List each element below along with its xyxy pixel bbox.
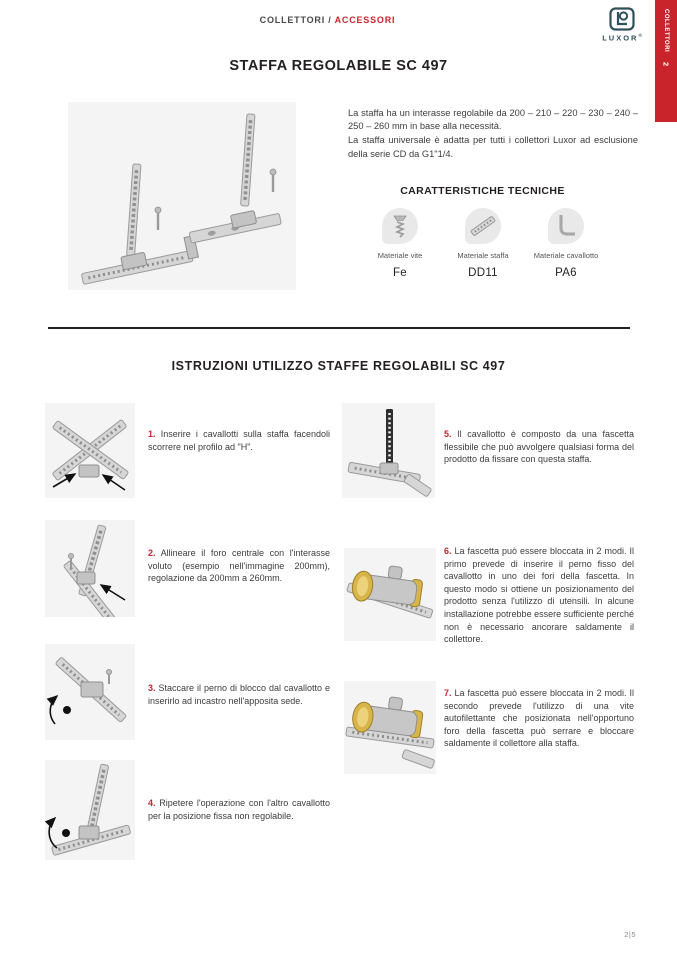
product-photo [68,102,296,290]
step-number: 2. [148,548,156,558]
spec-value: PA6 [555,267,577,279]
step-6-text: 6. La fascetta può essere bloccata in 2 modi. Il primo prevede di inserire il perno fisso del cavallotto in uno dei fori della fascetta. In questo modo si ottiene un posizionamento del prodotto senza l'utilizzo di utensili. In alcune installazione potrebbe essere sufficiente perché non è necessario ancorare saldamente il collettore. [444,546,634,645]
step-7-text: 7. La fascetta può essere bloccata in 2 modi. Il secondo prevede l'utilizzo di una vite autofilettante che posizionata nell'opportuno foro della fascetta può serrare e bloccare saldamente il collettore alla staffa. [444,688,634,749]
spec-item-cavallotto [528,208,604,279]
spec-value: DD11 [468,267,498,279]
description-paragraph: La staffa universale è adatta per tutti i collettori Luxor ad esclusione della serie CD da G1"1/4. [348,135,638,159]
page-title: STAFFA REGOLABILE SC 497 [229,58,448,74]
step-7-image [344,681,436,774]
step-3-text: 3. Staccare il perno di blocco dal cavallotto e inserirlo ad incastro nell'apposita sede. [148,683,330,706]
breadcrumb [0,15,655,25]
breadcrumb-current: ACCESSORI [334,15,396,25]
step-3-image [45,644,135,740]
description-paragraph: La staffa ha un interasse regolabile da 200 – 210 – 220 – 230 – 240 – 250 – 260 mm in base alla necessità. [348,108,638,132]
step-1-image [45,403,135,498]
step-number: 1. [148,429,156,439]
spec-value: Fe [392,267,408,279]
specs-row [362,208,604,279]
step-2-image [45,520,135,617]
spec-label: Materiale cavallotto [533,251,599,260]
specs-heading: CARATTERISTICHE TECNICHE [400,185,565,197]
breadcrumb-section: COLLETTORI / [259,15,332,25]
screw-icon [382,208,418,244]
step-6-image [344,548,436,641]
clamp-icon [548,208,584,244]
step-1-text: 1. Inserire i cavallotti sulla staffa facendoli scorrere nel profilo ad "H". [148,429,330,452]
step-number: 7. [444,688,452,698]
spec-item-staffa [445,208,521,279]
step-2-text: 2. Allineare il foro centrale con l'interasse voluto (esempio nell'immagine 200mm), regolazione da 200mm a 260mm. [148,548,330,584]
instructions-heading: ISTRUZIONI UTILIZZO STAFFE REGOLABILI SC 497 [171,359,506,373]
step-5-text: 5. Il cavallotto è composto da una fascetta flessibile che può avvolgere qualsiasi forma del prodotto da fissare con questa staffa. [444,429,634,465]
bracket-product-illustration [68,102,296,290]
product-description [348,107,638,161]
luxor-logo-icon [609,7,635,31]
spec-label: Materiale vite [377,251,423,260]
step-4-text: 4. Ripetere l'operazione con l'altro cavallotto per la posizione fissa non regolabile. [148,798,330,821]
section-divider [48,327,630,329]
step-4-image [45,760,135,860]
luxor-logo [598,7,646,43]
step-number: 5. [444,429,452,439]
chapter-tab-label: COLLETTORI [663,9,669,53]
step-5-image [342,403,435,498]
chapter-tab-number: 2 [661,62,671,67]
spec-item-vite [362,208,438,279]
registered-mark: ® [638,33,642,38]
step-number: 6. [444,546,452,556]
bracket-strap-icon [465,208,501,244]
step-number: 4. [148,798,156,808]
step-number: 3. [148,683,156,693]
page-number: 2|5 [624,930,636,939]
luxor-logo-text: LUXOR® [602,33,642,43]
spec-label: Materiale staffa [457,251,509,260]
